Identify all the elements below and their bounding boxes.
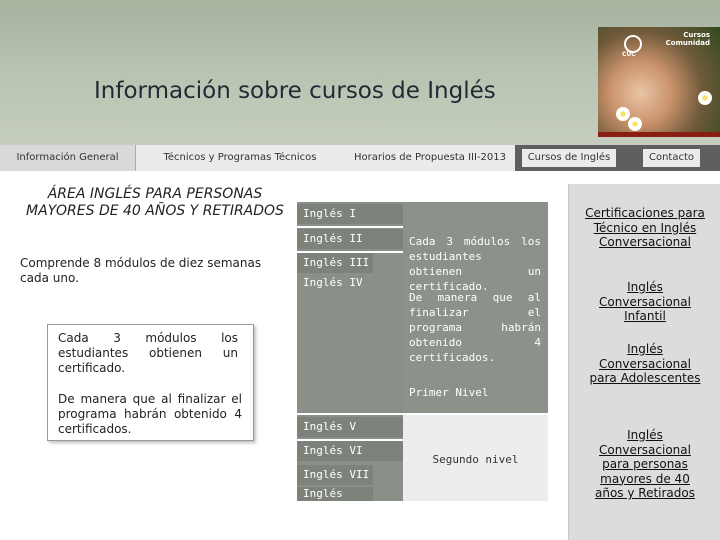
flower-icon bbox=[698, 91, 712, 105]
main-nav bbox=[0, 145, 720, 171]
logo-text: Cursos Comunidad bbox=[665, 31, 710, 47]
level-item: Inglés V bbox=[297, 417, 403, 437]
promo-strip bbox=[598, 132, 720, 137]
callout-text-1: Cada 3 módulos los estudiantes obtienen un certificado. bbox=[58, 331, 238, 375]
info-callout bbox=[47, 324, 254, 441]
program-intro: Comprende 8 módulos de diez semanas cada uno. bbox=[20, 256, 262, 285]
level-item: Inglés III bbox=[297, 253, 373, 273]
segundo-nivel-box bbox=[403, 415, 548, 501]
link-certificaciones[interactable]: Certificaciones para Técnico en Inglés Conversacional bbox=[585, 206, 705, 249]
nav-tecnicos[interactable]: Técnicos y Programas Técnicos bbox=[163, 152, 317, 163]
promo-image bbox=[598, 27, 720, 137]
callout-text-2: De manera que al finalizar el programa habrán obtenido 4 certificados. bbox=[58, 392, 242, 436]
segundo-nivel-label: Segundo nivel bbox=[432, 453, 519, 466]
level-item: Inglés VI bbox=[297, 441, 403, 461]
nav-info-general[interactable]: Información General bbox=[0, 145, 136, 171]
level-item: Inglés VII bbox=[297, 465, 373, 485]
primer-text-1: Cada 3 módulos los estudiantes obtienen un certificado. bbox=[409, 235, 541, 293]
primer-nivel-label: Primer Nivel bbox=[409, 386, 489, 399]
right-sidebar bbox=[568, 184, 720, 540]
level-item: Inglés I bbox=[297, 204, 403, 224]
levels-group-1 bbox=[297, 202, 403, 413]
nav-horarios[interactable]: Horarios de Propuesta III-2013 bbox=[354, 152, 506, 163]
levels-group-2 bbox=[297, 415, 403, 514]
nav-contacto[interactable]: Contacto bbox=[623, 145, 720, 171]
flower-icon bbox=[628, 117, 642, 131]
link-ingles-adolescentes[interactable]: Inglés Conversacional para Adolescentes bbox=[589, 342, 701, 385]
link-ingles-mayores[interactable]: Inglés Conversacional para personas mayores de 40 años y Retirados bbox=[594, 428, 695, 500]
logo-acronym: CUC bbox=[622, 51, 636, 58]
page-title: Información sobre cursos de Inglés bbox=[94, 78, 496, 104]
primer-nivel-box bbox=[403, 202, 548, 413]
level-item: Inglés VIII bbox=[297, 487, 373, 501]
level-item: Inglés IV bbox=[303, 276, 363, 289]
primer-text-2: De manera que al finalizar el programa habrán obtenido 4 certificados. bbox=[409, 291, 541, 364]
flower-icon bbox=[616, 107, 630, 121]
area-title: ÁREA INGLÉS PARA PERSONAS MAYORES DE 40 AÑOS Y RETIRADOS bbox=[26, 186, 284, 219]
level-item: Inglés II bbox=[297, 229, 403, 249]
nav-cursos-ingles[interactable]: Cursos de Inglés bbox=[515, 145, 623, 171]
link-ingles-infantil[interactable]: Inglés Conversacional Infantil bbox=[599, 280, 691, 323]
level-divider bbox=[297, 226, 403, 228]
